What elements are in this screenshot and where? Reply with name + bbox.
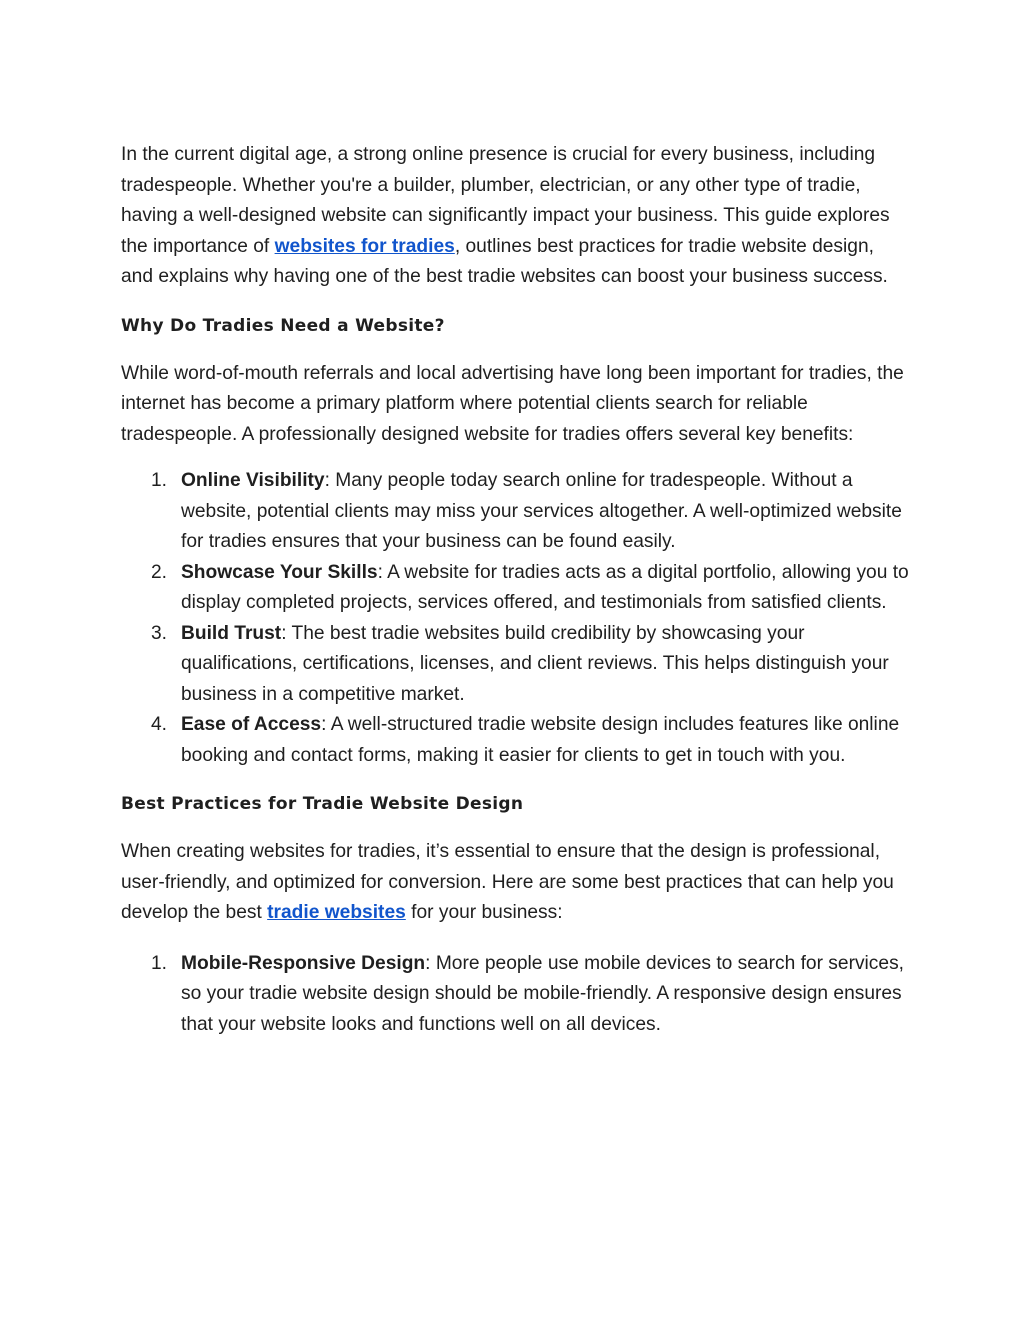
document-page — [121, 140, 911, 1040]
section-1-paragraph: While word-of-mouth referrals and local advertising have long been important for tradies, the internet has become a primary platform where potential clients search for reliable tradespeople. A professionally designed website for tradies offers several key benefits: — [121, 362, 904, 445]
list-item-text: : The best tradie websites build credibility by showcasing your qualifications, certifications, licenses, and client reviews. This helps distinguish your business in a competitive market. — [181, 622, 889, 705]
intro-text-1: In the current digital age, a strong online presence is crucial for every business, including tradespeople. Whether you're a builder, plumber, electrician, or any other type of tradie, having a well-designed website can significantly impact your business. This guide explores the importance of — [121, 144, 890, 257]
websites-for-tradies-link[interactable]: websites for tradies — [274, 235, 455, 257]
list-item-title: Build Trust — [181, 622, 282, 644]
list-item-text: : A well-structured tradie website design includes features like online booking and contact forms, making it easier for clients to get in touch with you. — [181, 714, 900, 766]
list-item-text: : A website for tradies acts as a digital portfolio, allowing you to display completed projects, services offered, and testimonials from satisfied clients. — [181, 561, 909, 613]
list-item-text: : Many people today search online for tradespeople. Without a website, potential clients may miss your services altogether. A well-optimized website for tradies ensures that your business can be found easily. — [181, 470, 902, 552]
list-item: 4. Ease of Access: A well-structured tradie website design includes features like online booking and contact forms, making it easier for clients to get in touch with you. — [151, 714, 900, 766]
list-item-text: : More people use mobile devices to search for services, so your tradie website design should be mobile-friendly. A responsive design ensures that your website looks and functions well on all devices. — [181, 952, 905, 1035]
list-item: 1. Online Visibility: Many people today search online for tradespeople. Without a website, potential clients may miss your services altogether. A well-optimized website for tradies ensures that your business can be found easily. — [151, 470, 902, 552]
list-item-title: Ease of Access — [181, 714, 322, 735]
list-item: 1. Mobile-Responsive Design: More people use mobile devices to search for services, so your tradie website design should be mobile-friendly. A responsive design ensures that your website looks and functions well on all devices. — [151, 952, 905, 1035]
section-1-heading: Why Do Tradies Need a Website? — [121, 315, 445, 336]
list-item-title: Mobile-Responsive Design — [181, 952, 426, 974]
section-2-text-2: for your business: — [405, 902, 563, 923]
list-item-title: Online Visibility — [181, 470, 325, 491]
intro-text-2: , outlines best practices for tradie website design, and explains why having one of the best tradie websites can boost your business success. — [121, 235, 888, 287]
section-2-text-1: When creating websites for tradies, it’s essential to ensure that the design is professional, user-friendly, and optimized for conversion. Here are some best practices that can help you develop the best — [121, 841, 894, 923]
intro-paragraph — [121, 140, 911, 293]
section-2-heading: Best Practices for Tradie Website Design — [121, 794, 524, 814]
list-item-title: Showcase Your Skills — [181, 561, 378, 583]
tradie-websites-link[interactable]: tradie websites — [267, 902, 406, 923]
list-item: 2. Showcase Your Skills: A website for tradies acts as a digital portfolio, allowing you to display completed projects, services offered, and testimonials from satisfied clients. — [151, 561, 909, 613]
section-2-paragraph — [121, 837, 911, 929]
benefits-list — [121, 466, 911, 771]
practices-list — [121, 949, 911, 1041]
list-item: 3. Build Trust: The best tradie websites build credibility by showcasing your qualifications, certifications, licenses, and client reviews. This helps distinguish your business in a competitive market. — [151, 622, 889, 705]
